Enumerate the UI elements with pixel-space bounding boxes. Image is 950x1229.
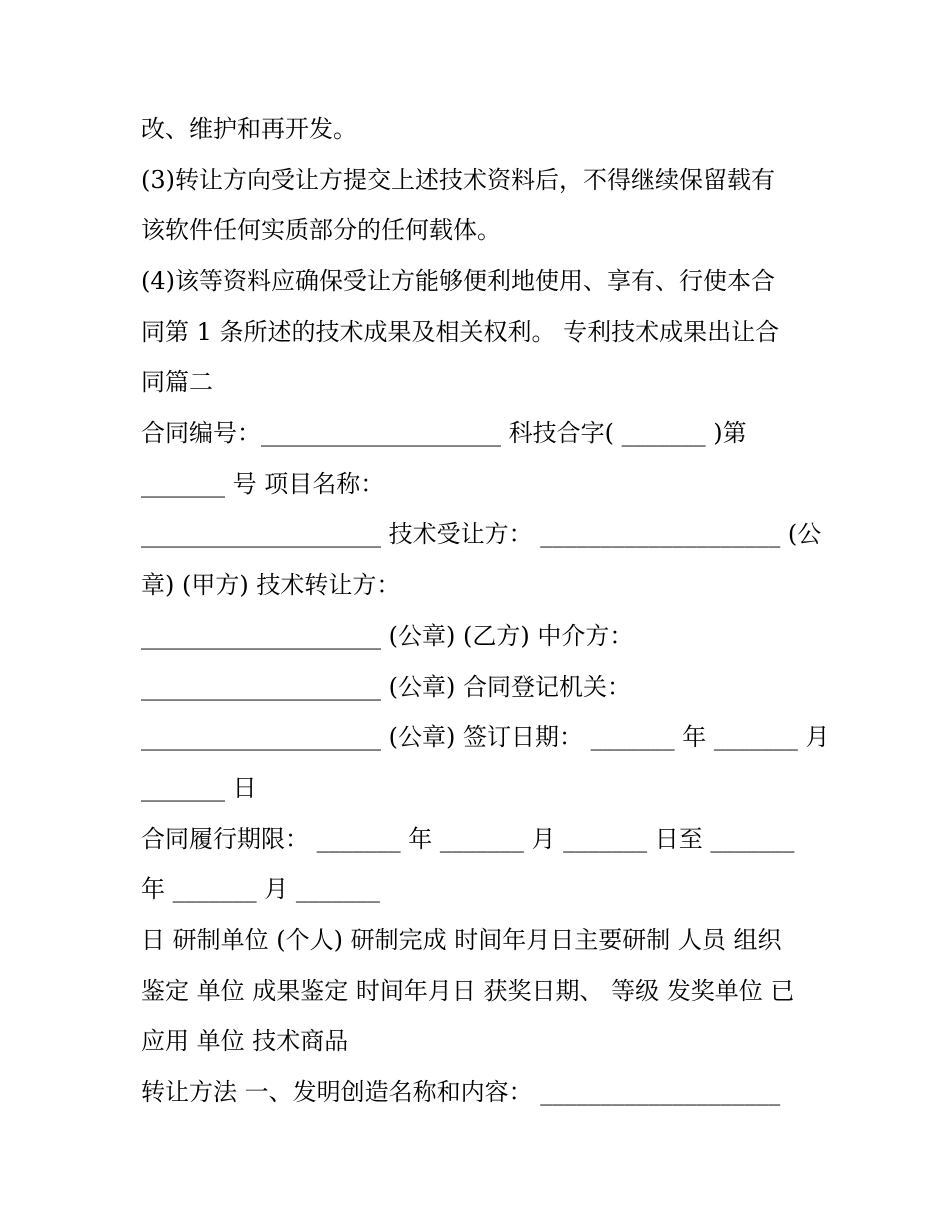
text-line: 应用 单位 技术商品	[141, 1027, 349, 1055]
text-line: 转让方法 一、发明创造名称和内容： ____________________	[141, 1078, 781, 1106]
text-line: (3)转让方向受让方提交上述技术资料后，不得继续保留载有	[141, 166, 775, 194]
text-line: 章) (甲方) 技术转让方：	[141, 571, 401, 599]
text-line: 该软件任何实质部分的任何载体。	[141, 216, 501, 244]
text-line: ____________________ 技术受让方： ____________________ (公	[141, 520, 822, 548]
text-line: _______ 号 项目名称：	[141, 470, 385, 498]
text-line: 同篇二	[141, 368, 213, 396]
text-line: 改、维护和再开发。	[141, 115, 357, 143]
text-line: ____________________ (公章) 合同登记机关：	[141, 673, 631, 701]
text-line: 合同履行期限： _______ 年 _______ 月 _______ 日至 _______	[141, 825, 795, 853]
text-line: ____________________ (公章) 签订日期： _______ 年 _______ 月	[141, 723, 830, 751]
text-line: _______ 日	[141, 774, 257, 802]
text-line: 合同编号：____________________ 科技合字( _______ )第	[141, 419, 747, 447]
text-line: 同第 1 条所述的技术成果及相关权利。 专利技术成果出让合	[141, 318, 780, 346]
text-line: (4)该等资料应确保受让方能够便利地使用、享有、行使本合	[141, 267, 775, 295]
text-line: 日 研制单位 (个人) 研制完成 时间年月日主要研制 人员 组织	[141, 926, 782, 954]
text-line: ____________________ (公章) (乙方) 中介方：	[141, 622, 634, 650]
text-line: 年 _______ 月 _______	[141, 875, 380, 903]
text-line: 鉴定 单位 成果鉴定 时间年月日 获奖日期、 等级 发奖单位 已	[141, 977, 795, 1005]
